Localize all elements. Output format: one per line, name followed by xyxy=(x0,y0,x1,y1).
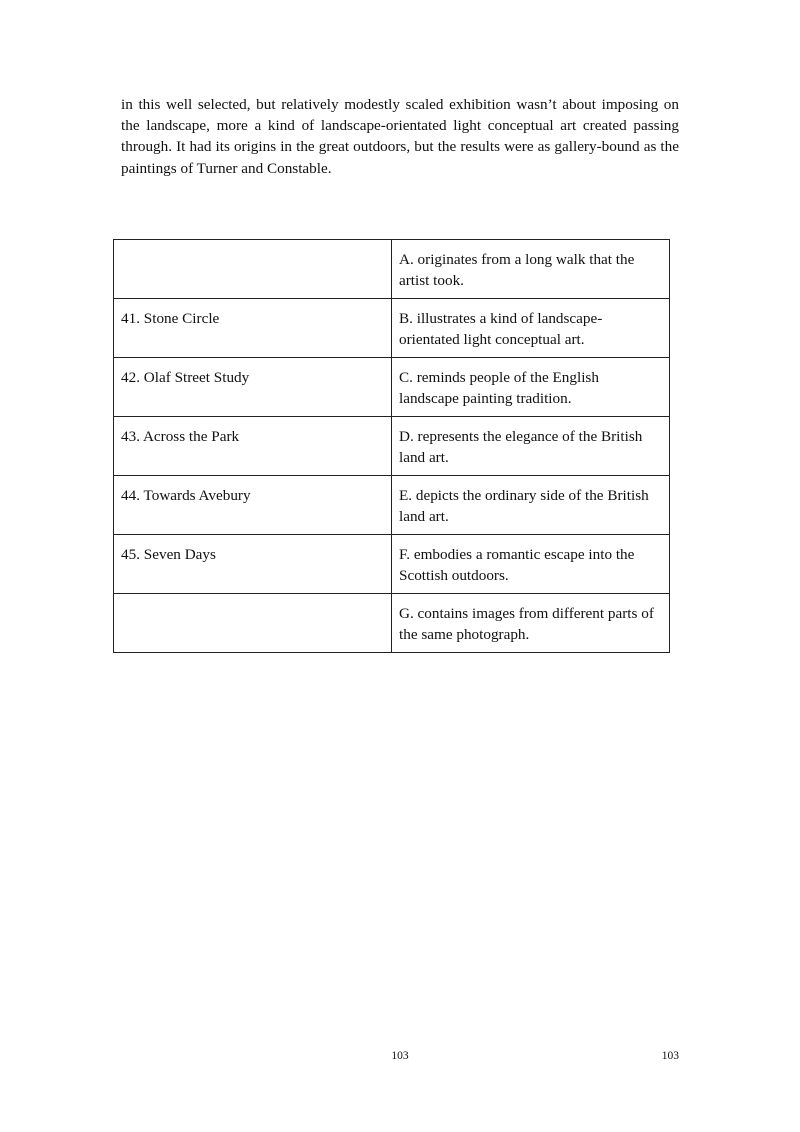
table-cell-option: E. depicts the ordinary side of the British land art. xyxy=(392,476,670,535)
table-cell-title xyxy=(114,240,392,299)
table-cell-title: 41. Stone Circle xyxy=(114,299,392,358)
table-cell-option: G. contains images from different parts of the same photograph. xyxy=(392,594,670,653)
table-row xyxy=(114,358,670,417)
table-cell-title xyxy=(114,594,392,653)
page-number-right: 103 xyxy=(661,1050,679,1062)
table-cell-option: A. originates from a long walk that the artist took. xyxy=(392,240,670,299)
page-number-center: 103 xyxy=(391,1050,409,1062)
table-row xyxy=(114,417,670,476)
table-cell-title: 42. Olaf Street Study xyxy=(114,358,392,417)
table-row xyxy=(114,594,670,653)
table-cell-option: B. illustrates a kind of landscape-orientated light conceptual art. xyxy=(392,299,670,358)
table-row xyxy=(114,476,670,535)
table-cell-option: F. embodies a romantic escape into the Scottish outdoors. xyxy=(392,535,670,594)
body-paragraph: in this well selected, but relatively modestly scaled exhibition wasn’t about imposing on the landscape, more a kind of landscape-orientated light conceptual art created passing through. It had its origins in the great outdoors, but the results were as gallery-bound as the paintings of Turner and Constable. xyxy=(121,96,679,177)
table-row xyxy=(114,535,670,594)
table-cell-option: D. represents the elegance of the British land art. xyxy=(392,417,670,476)
table-cell-title: 43. Across the Park xyxy=(114,417,392,476)
table-cell-title: 45. Seven Days xyxy=(114,535,392,594)
table-cell-title: 44. Towards Avebury xyxy=(114,476,392,535)
matching-table xyxy=(113,239,670,653)
table-row xyxy=(114,240,670,299)
table-cell-option: C. reminds people of the English landscape painting tradition. xyxy=(392,358,670,417)
table-row xyxy=(114,299,670,358)
